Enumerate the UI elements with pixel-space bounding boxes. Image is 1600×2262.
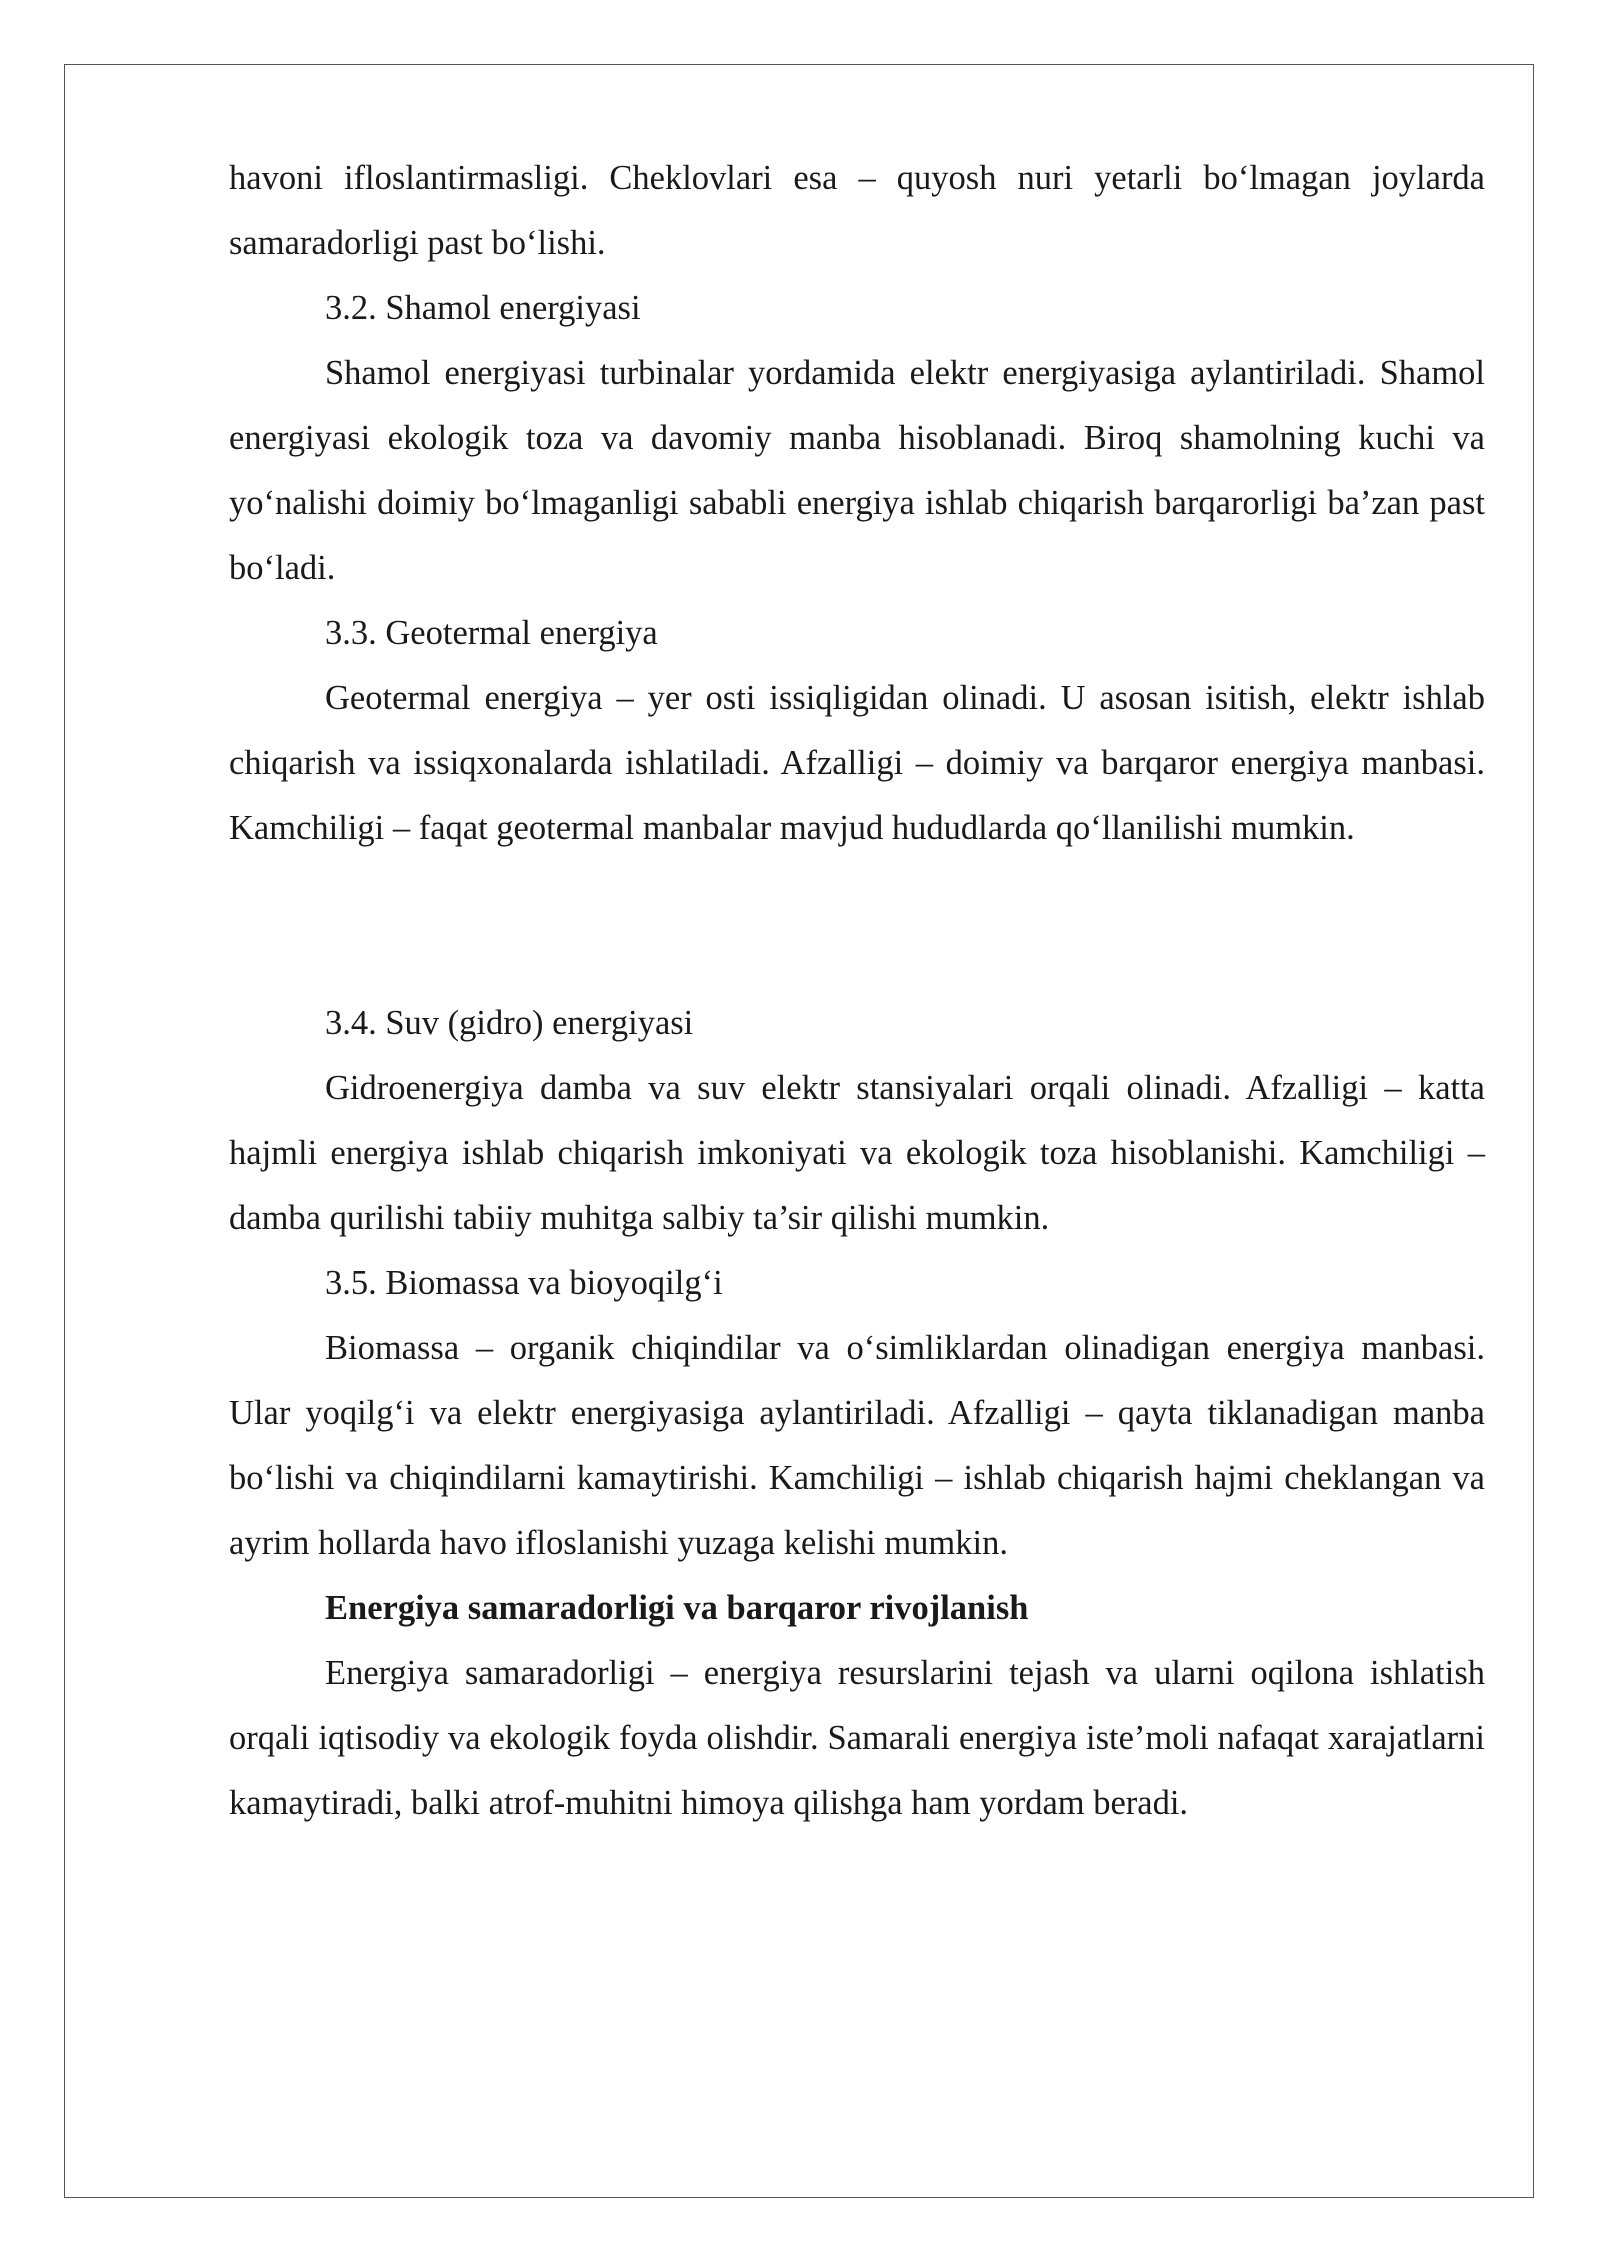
paragraph-efficiency: Energiya samaradorligi – energiya resurslarini tejash va ularni oqilona ishlatish orqali iqtisodiy va ekologik foyda olishdir. Samarali energiya iste’moli nafaqat xarajatlarni kamaytiradi, balki atrof-muhitni himoya qilishga ham yordam beradi. (229, 1654, 1485, 1822)
paragraph-geothermal: Geotermal energiya – yer osti issiqligidan olinadi. U asosan isitish, elektr ishlab chiqarish va issiqxonalarda ishlatiladi. Afzalligi – doimiy va barqaror energiya manbasi. Kamchiligi – faqat geotermal manbalar mavjud hududlarda qo‘llanilishi mumkin. (229, 679, 1485, 847)
paragraph-wind: Shamol energiyasi turbinalar yordamida elektr energiyasiga aylantiriladi. Shamol energiyasi ekologik toza va davomiy manba hisoblanadi. Biroq shamolning kuchi va yo‘nalishi doimiy bo‘lmaganligi sababli energiya ishlab chiqarish barqarorligi ba’zan past bo‘ladi. (229, 354, 1485, 587)
document-body (229, 146, 1485, 1836)
paragraph-hydro: Gidroenergiya damba va suv elektr stansiyalari orqali olinadi. Afzalligi – katta hajmli energiya ishlab chiqarish imkoniyati va ekologik toza hisoblanishi. Kamchiligi – damba qurilishi tabiiy muhitga salbiy ta’sir qilishi mumkin. (229, 1069, 1485, 1237)
blank-space (229, 861, 1485, 991)
section-heading-biomass: 3.5. Biomassa va bioyoqilg‘i (325, 1264, 723, 1302)
section-heading-efficiency: Energiya samaradorligi va barqaror rivojlanish (325, 1589, 1029, 1627)
paragraph-biomass: Biomassa – organik chiqindilar va o‘simliklardan olinadigan energiya manbasi. Ular yoqilg‘i va elektr energiyasiga aylantiriladi. Afzalligi – qayta tiklanadigan manba bo‘lishi va chiqindilarni kamaytirishi. Kamchiligi – ishlab chiqarish hajmi cheklangan va ayrim hollarda havo ifloslanishi yuzaga kelishi mumkin. (229, 1329, 1485, 1562)
section-heading-geothermal: 3.3. Geotermal energiya (325, 614, 658, 652)
paragraph-solar-continuation: havoni ifloslantirmasligi. Cheklovlari esa – quyosh nuri yetarli bo‘lmagan joylarda samaradorligi past bo‘lishi. (229, 159, 1485, 262)
section-heading-hydro: 3.4. Suv (gidro) energiyasi (325, 1004, 694, 1042)
section-heading-wind: 3.2. Shamol energiyasi (325, 289, 641, 327)
